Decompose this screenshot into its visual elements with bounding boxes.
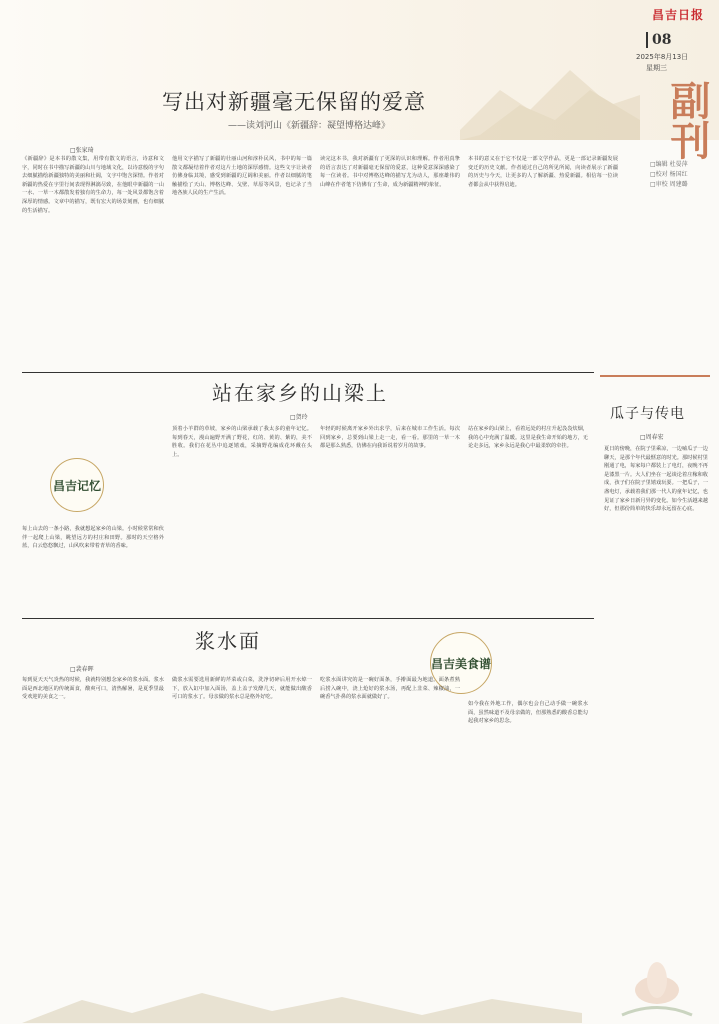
article2-byline: □贺玲	[290, 414, 308, 421]
article1-col4: 本书的意义在于它不仅是一部文学作品，更是一部记录新疆发展变迁的历史文献。作者通过自己的所见所闻，向读者展示了新疆的历史与今天，让更多的人了解新疆、热爱新疆。相信每一位读者都会从中获得启迪。	[468, 156, 618, 188]
divider	[22, 618, 594, 619]
article4-title: 瓜子与传电	[610, 406, 685, 422]
article1-subtitle: ——读刘河山《新疆辞：凝望博格达峰》	[228, 121, 391, 131]
article2-badge: 昌吉记忆	[50, 458, 104, 512]
article1-col3: 读完这本书，我对新疆有了更深的认识和理解。作者用真挚的语言表达了对新疆毫无保留的爱意，这种爱意深深感染了每一位读者。书中对博格达峰的描写尤为动人，那座雄伟的山峰在作者笔下仿佛有了生命，成为新疆精神的象征。	[320, 156, 460, 188]
article4-text: 夏日的傍晚，在院子里乘凉，一边嗑瓜子一边聊天，是那个年代最惬意的时光。那时候村里刚通了电，每家每户都装上了电灯，夜晚不再是漆黑一片。大人们坐在一起谈论着庄稼和收成，孩子们在院子里嬉戏玩耍。一把瓜子，一盏电灯，承载着我们那一代人的童年记忆，也见证了家乡日新月异的变化。如今生活越来越好，但那份简单的快乐却永远留在心底。	[604, 446, 708, 513]
article4-byline: □周春宏	[640, 434, 664, 441]
issue-date: 2025年8月13日	[636, 53, 689, 61]
article3-col3: 吃浆水面讲究的是一碗好面条，手擀面最为地道。面条煮熟后捞入碗中，浇上炝好的浆水汤，再配上韭菜、辣椒油，一碗香气扑鼻的浆水面就做好了。	[320, 677, 460, 701]
editor-line: □审校 周建璐	[650, 181, 688, 188]
article3-col4: 如今我在外地工作，偶尔也会自己动手做一碗浆水面，虽然味道不及母亲做的，但那熟悉的酸香总能勾起我对家乡的思念。	[468, 701, 588, 725]
mountain-band-illustration	[22, 985, 582, 1023]
article2-col2: 顶着小羊群的草坡，家乡的山梁承载了我太多的童年记忆。每到春天，漫山遍野开满了野花，红的、黄的、紫的，美不胜收。我们在花丛中追逐嬉戏，采摘野花编成花环戴在头上。	[172, 426, 312, 458]
article2-col3: 年轻的时候离开家乡外出求学，后来在城市工作生活。每次回到家乡，总要到山梁上走一走，看一看。那里的一草一木都是那么熟悉，仿佛在向我诉说着岁月的故事。	[320, 426, 460, 450]
article1-col1: 《新疆辞》是本书的散文集，用带有散文的语言，诗意和文字，同时在书中描写新疆的山川与地域文化，以诗意般的字句去细腻描绘新疆独特的美丽和壮阔，文字中饱含深情。作者对新疆的热爱在字里行间表现得淋漓尽致，在他眼中新疆的一山一水、一草一木都散发着独有的生命力，每一处风景都饱含着深厚的情感。文章中的描写，既有宏大的场景刻画，也有细腻的生活描写。	[22, 156, 164, 214]
article1-col2: 他用文字描写了新疆的壮丽山河和淳朴民风，书中的每一篇散文都凝结着作者对这片土地的深厚感情。这些文字让读者仿佛身临其境，感受到新疆的辽阔和美丽。作者以细腻的笔触描绘了天山、博格达峰、戈壁、草原等风景，也记录了当地各族人民的生产生活。	[172, 156, 312, 197]
editor-credits	[650, 160, 688, 190]
section-title: 副刊	[664, 80, 711, 160]
article2-col4: 站在家乡的山梁上，看着远处的村庄升起袅袅炊烟，我的心中充满了温暖。这里是我生命开始的地方，无论走多远，家乡永远是我心中最柔软的牵挂。	[468, 426, 588, 450]
issue-weekday: 星期三	[646, 64, 667, 72]
mountain-illustration	[460, 40, 640, 140]
article2-col1: 每上山去的一条小路，我就想起家乡的山梁。小时候常常和伙伴一起爬上山梁，眺望远方的村庄和田野。那时的天空格外蓝，白云悠悠飘过，山风吹来带着青草的香味。	[22, 526, 164, 550]
page-number: 08	[646, 32, 671, 48]
sidebar-rule	[600, 375, 710, 377]
article1-byline: □张家琦	[70, 147, 94, 154]
article3-byline: □裴春晖	[70, 666, 94, 673]
article2-title: 站在家乡的山梁上	[212, 381, 388, 405]
article3-col1: 每到夏天天气炎热的时候，我就特别想念家乡的浆水面。浆水面是西北地区的传统面食，酸爽可口，清热解暑，是夏季里最受欢迎的美食之一。	[22, 677, 164, 701]
article3-badge: 昌吉美食谱	[430, 632, 492, 694]
article1-title: 写出对新疆毫无保留的爱意	[162, 90, 426, 114]
editor-line: □编辑 杜晏萍	[650, 161, 688, 168]
editor-line: □校对 杨国红	[650, 171, 688, 178]
divider	[22, 372, 594, 373]
article3-title: 浆水面	[195, 629, 261, 653]
article3-col2: 做浆水需要选用新鲜的芹菜或白菜，洗净切碎后用开水焯一下，放入缸中加入面汤，盖上盖子发酵几天，就能做出酸香可口的浆水了。母亲做的浆水总是格外好吃。	[172, 677, 312, 701]
masthead-logo: 昌吉日报	[652, 8, 705, 22]
lotus-illustration	[612, 950, 702, 1020]
